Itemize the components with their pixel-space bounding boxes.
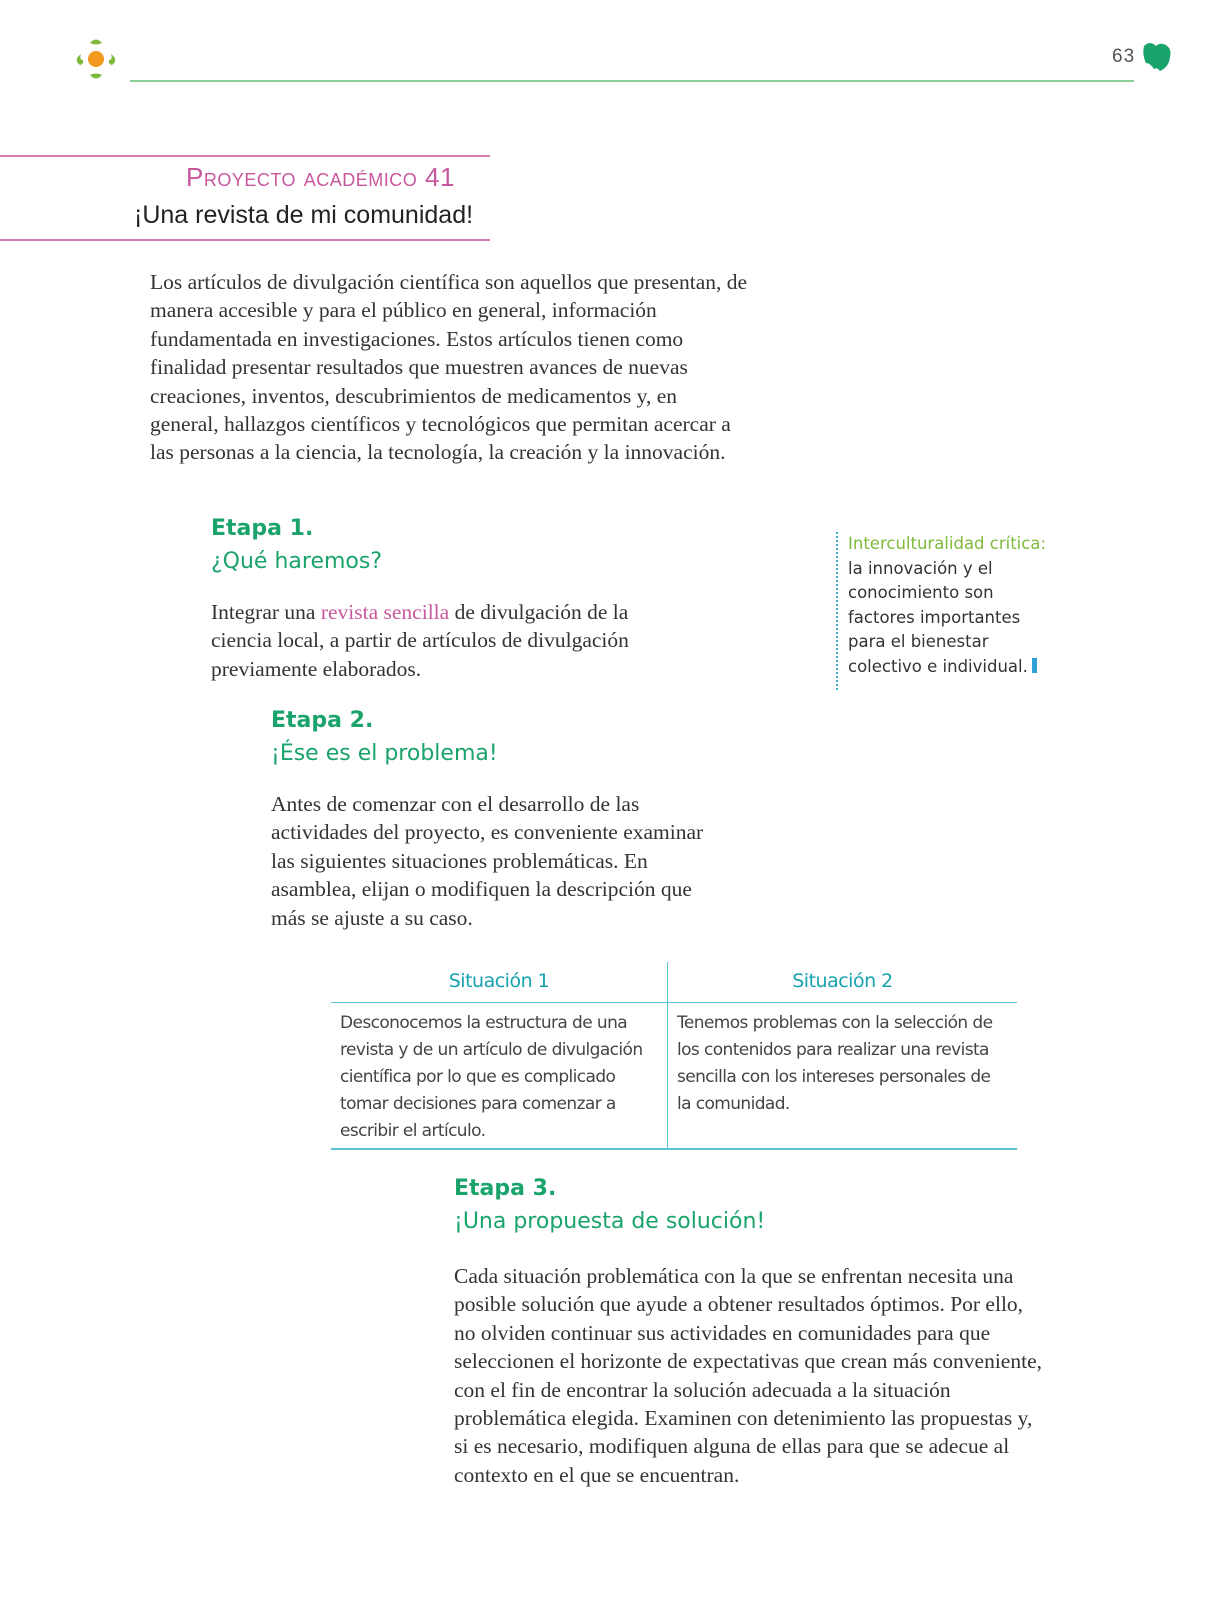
table-header-rule: [331, 1002, 1017, 1003]
note-divider: [836, 532, 838, 690]
table-column-divider: [667, 962, 668, 1150]
stage-2-paragraph: Antes de comenzar con el desarrollo de las actividades del proyecto, es conveniente examinar las siguientes situaciones problemáticas. En asamblea, elijan o modifiquen la descripción que más se ajuste a su caso.: [271, 792, 704, 930]
sidebar-note: [848, 532, 1058, 680]
table-header-situation-1: Situación 1: [448, 970, 550, 992]
header-rule: [130, 80, 1134, 82]
stage-2-label: Etapa 2.: [271, 708, 374, 733]
project-label: Proyecto académico 41: [186, 162, 455, 192]
leaf-icon: [1140, 40, 1174, 74]
stage-3-paragraph: Cada situación problemática con la que se enfrentan necesita una posible solución que ayude a obtener resultados óptimos. Por ello, no olviden continuar sus actividades en comunidades para que seleccionen el horizonte de expectativas que crean más conveniente, con el fin de encontrar la solución adecuada a la situación problemática elegida. Examinen con detenimiento las propuestas y, si es necesario, modifiquen alguna de ellas para que se adecue al contexto en el que se encuentran.: [454, 1264, 1042, 1487]
flower-logo-icon: [72, 34, 124, 84]
note-text: la innovación y el conocimiento son factores importantes para el bienestar colectivo e individual.: [848, 558, 1028, 676]
stage-1-paragraph: [211, 598, 631, 683]
stage-3-title: ¡Una propuesta de solución!: [454, 1209, 766, 1234]
table-bottom-rule: [331, 1148, 1017, 1150]
stage-1-text-after: de divulgación de la ciencia local, a partir de artículos de divulgación previamente elaborados.: [211, 600, 629, 681]
stage-1-label: Etapa 1.: [211, 516, 314, 541]
stage-3-label: Etapa 3.: [454, 1176, 557, 1201]
project-title: ¡Una revista de mi comunidad!: [134, 201, 474, 229]
intro-paragraph: Los artículos de divulgación científica son aquellos que presentan, de manera accesible y para el público en general, información fundamentada en investigaciones. Estos artículos tienen como finalidad presentar resultados que muestren avances de nuevas creaciones, inventos, descubrimientos de medicamentos y, en general, hallazgos científicos y tecnológicos que permitan acercar a las personas a la ciencia, la tecnología, la creación y la innovación.: [150, 270, 748, 465]
stage-1-text-before: Integrar una: [211, 600, 321, 624]
title-rule-bottom: [0, 239, 490, 241]
situations-table: [331, 962, 1017, 1150]
stage-1-highlight: revista sencilla: [320, 600, 450, 624]
table-cell-situation-2: Tenemos problemas con la selección de los contenidos para realizar una revista sencilla con los intereses personales de la comunidad.: [677, 1013, 993, 1114]
table-cell-situation-1: Desconocemos la estructura de una revista y de un artículo de divulgación científica por lo que es complicado tomar decisiones para comenzar a escribir el artículo.: [340, 1013, 643, 1141]
stage-1-title: ¿Qué haremos?: [211, 549, 383, 574]
table-header-situation-2: Situación 2: [792, 970, 893, 992]
note-end-marker: [1032, 658, 1037, 673]
note-term: Interculturalidad crítica:: [848, 534, 1047, 553]
page-number: 63: [1112, 46, 1136, 67]
stage-2-title: ¡Ése es el problema!: [271, 741, 498, 766]
title-rule-top: [0, 155, 490, 157]
